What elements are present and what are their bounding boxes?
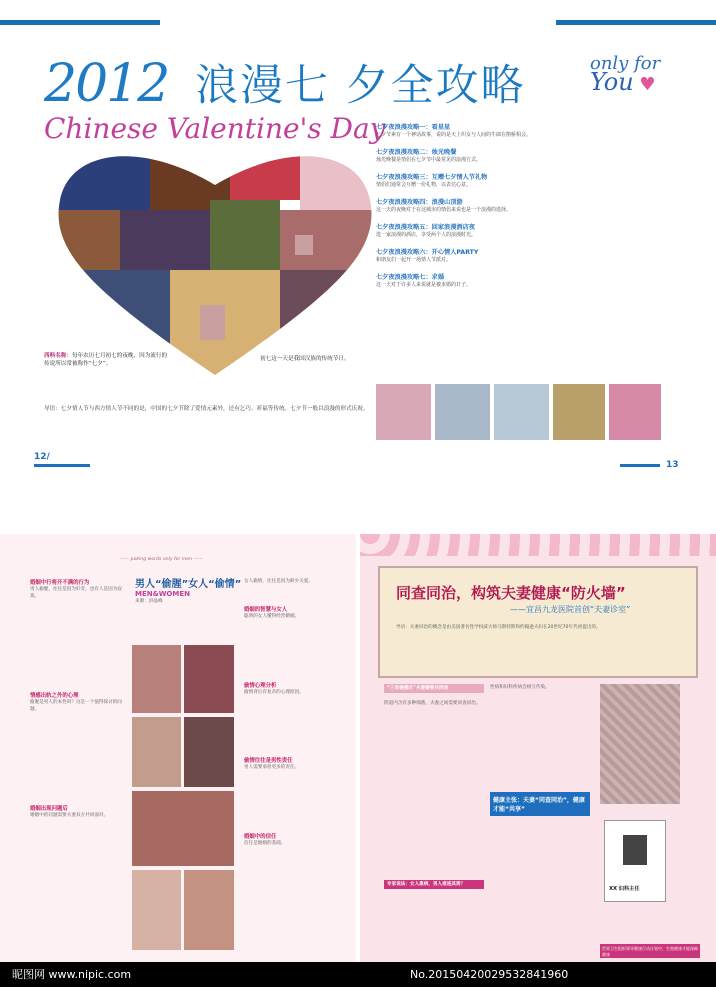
paragraph: 女人偷情，往往是因为缺少关爱。 bbox=[244, 579, 313, 584]
box1-text: 阴道内含有多种细菌，夫妻之间需要同查同治。 bbox=[384, 701, 481, 706]
heart-icon: ♥ bbox=[639, 74, 656, 95]
section-heading: 七夕夜浪漫攻略六：开心情人PARTY bbox=[376, 249, 479, 256]
section-4 bbox=[376, 197, 658, 214]
subhead: 婚姻出现问题后 bbox=[30, 805, 68, 812]
caption-right: 初七这一天是我国汉族的传统节日。 bbox=[260, 356, 350, 362]
subhead: 婚姻中行将开不满的行为 bbox=[30, 580, 90, 586]
box2-title: 健康主张：夫妻“同查同治”，健康才能“共享” bbox=[493, 797, 585, 813]
intro-text: 导语：夫妻同治的概念是由美国著名性学权威大师马斯特斯和约翰逊夫妇在20世纪70年代初提出的。 bbox=[396, 625, 601, 630]
doctor-label: XX 妇科主任 bbox=[609, 886, 640, 892]
paragraph: 男人需要承担更多的责任。 bbox=[244, 765, 300, 771]
photo-couple bbox=[184, 870, 234, 950]
section-text: 选一家浪漫的酒店，享受两个人的浪漫时光。 bbox=[376, 232, 477, 238]
photo-strip bbox=[376, 384, 661, 440]
article-title-en: MEN&WOMEN bbox=[135, 590, 190, 598]
photo-beach bbox=[494, 384, 549, 440]
page-number-right: 13 bbox=[666, 460, 679, 470]
page-rule-right bbox=[620, 464, 660, 467]
box1-title: “三角链感区”夫妻需要共同治 bbox=[387, 686, 449, 691]
only-for-logo bbox=[590, 55, 660, 94]
photo-lights bbox=[553, 384, 605, 440]
page-rule-left bbox=[34, 464, 90, 467]
top-bar-left bbox=[0, 20, 160, 25]
watermark-left: 昵图网 www.nipic.com bbox=[12, 968, 132, 981]
section-text: 这一天对于许多人来说就是被求婚的日子。 bbox=[376, 282, 472, 288]
section-heading: 七夕夜浪漫攻略五：回家浪漫酒店夜 bbox=[376, 224, 475, 231]
photo-couple bbox=[132, 791, 234, 866]
photo-column bbox=[132, 645, 234, 955]
photo-night-sky bbox=[50, 140, 150, 210]
photo-couple bbox=[132, 645, 181, 713]
photo-couple bbox=[184, 717, 234, 787]
section-text: 和朋友们一起开一场情人节派对。 bbox=[376, 257, 452, 263]
photo-couple-hug bbox=[50, 210, 120, 270]
section-heading: 七夕夜浪漫攻略七：求婚 bbox=[376, 274, 445, 281]
article-title: 男人“偷腥”女人“偷情” bbox=[135, 579, 242, 590]
footer-note: 世界卫生组织领导健康行动计划中，生殖健康才能保障健康 bbox=[602, 946, 698, 957]
photo-park bbox=[210, 200, 280, 270]
photo-couple bbox=[184, 645, 234, 713]
photo-party bbox=[609, 384, 661, 440]
section-heading: 七夕夜浪漫攻略三：互赠七夕情人节礼物 bbox=[376, 174, 488, 181]
middle-text: 性病和妇科疾病会相互传染。 bbox=[490, 685, 550, 690]
section-text: 情侣们通常会互赠一份礼物，以表达心意。 bbox=[376, 182, 472, 188]
photo-wine bbox=[120, 210, 210, 270]
section-1 bbox=[376, 122, 658, 139]
hero-subtitle: Chinese Valentine's Day bbox=[44, 112, 386, 145]
spread-gap bbox=[0, 478, 716, 534]
section-heading: 七夕夜浪漫攻略二：烛光晚餐 bbox=[376, 149, 457, 156]
caption-intro-label: 西料名称： bbox=[44, 353, 72, 359]
heart-photo-collage bbox=[50, 140, 380, 375]
section-2 bbox=[376, 147, 658, 164]
left-column bbox=[30, 578, 125, 819]
doctor-photo bbox=[604, 820, 666, 902]
photo-couple bbox=[132, 870, 181, 950]
hero-title: 浪漫七 夕全攻略 bbox=[195, 61, 526, 111]
section-6 bbox=[376, 247, 658, 264]
right-column bbox=[244, 578, 344, 847]
subhead: 情感出轨之外的心理 bbox=[30, 692, 79, 699]
title-board bbox=[378, 566, 698, 678]
photo-gifts bbox=[300, 140, 380, 210]
page-number-left: 12/ bbox=[34, 452, 50, 462]
page-subtitle: ——宜昌九龙医院首创“夫妻诊室” bbox=[510, 605, 631, 614]
photo-couple-bed bbox=[280, 270, 380, 380]
section-heading: 七夕夜浪漫攻略四：浪漫山顶游 bbox=[376, 199, 463, 206]
caption-body: 导语：七夕情人节与西方情人节不同的是，中国的七夕节除了爱情元素外，还有乞巧、祈福等传统。七夕节一般以浪漫的形式庆祝。 bbox=[44, 406, 369, 412]
box1-title-bar bbox=[384, 684, 484, 693]
section-text: 烛光晚餐是情侣在七夕节中最常见的浪漫方式。 bbox=[376, 157, 482, 163]
section-text: 这一天的夜晚对于在这城市的情侣来说也是一个浪漫的选择。 bbox=[376, 207, 512, 213]
box2 bbox=[490, 792, 590, 816]
caption-intro-text: 每年农历七月初七的夜晚，因为流行的传说所以常被称作“七夕”。 bbox=[44, 353, 168, 368]
section-5 bbox=[376, 222, 658, 239]
paragraph: 男人偷腥，往往是因为好奇，也有人是因为寂寞。 bbox=[30, 587, 122, 600]
watermark-right: No.20150420029532841960 bbox=[410, 968, 569, 981]
subhead: 婚姻中的信任 bbox=[244, 833, 277, 840]
photo-flowers bbox=[435, 384, 490, 440]
box3-title: 专家说法：女人患病，男人难逃其责？ bbox=[387, 882, 466, 887]
article-author: 来源：洪晶峰 bbox=[135, 599, 163, 604]
hero-year: 2012 bbox=[44, 54, 169, 114]
section-heading: 七夕夜浪漫攻略一：看星星 bbox=[376, 124, 451, 131]
scallop-border bbox=[360, 534, 716, 556]
paragraph: 婚姻中的问题需要夫妻双方共同面对。 bbox=[30, 812, 109, 818]
watermark-bar bbox=[0, 962, 716, 987]
section-3 bbox=[376, 172, 658, 189]
you-text: You bbox=[590, 68, 634, 96]
only-for-text: only for bbox=[590, 53, 661, 74]
photo-couple bbox=[132, 717, 181, 787]
blurred-face bbox=[295, 235, 313, 255]
caption-intro bbox=[44, 352, 169, 369]
photo-proposal bbox=[376, 384, 431, 440]
section-list bbox=[376, 122, 658, 289]
box3-title-bar bbox=[384, 880, 484, 889]
paragraph: 信任是婚姻的基础。 bbox=[244, 840, 286, 846]
top-bar-right bbox=[556, 20, 716, 25]
blurred-face bbox=[200, 305, 225, 340]
bottom-left-header: —— poking words only for men —— bbox=[120, 557, 203, 562]
subhead: 偷情往往是男性责任 bbox=[244, 758, 293, 765]
page-title: 同查同治，构筑夫妻健康“防火墙” bbox=[396, 584, 626, 602]
section-text: 七夕节素有一个神话故事，说的是天上织女与人间的牛郎在鹊桥相会。 bbox=[376, 132, 532, 138]
paragraph: 偷情背后有复杂的心理原因。 bbox=[244, 689, 304, 695]
couple-photo bbox=[600, 684, 680, 804]
heart-collage-svg bbox=[50, 140, 380, 380]
footer-note-bar bbox=[600, 944, 700, 958]
paragraph: 聪明的女人懂得经营婚姻。 bbox=[244, 614, 300, 620]
subhead: 偷情心理分析 bbox=[244, 682, 277, 689]
subhead: 婚姻的智慧与女人 bbox=[244, 607, 288, 614]
paragraph: 偷腥是男人的本性吗？这是一个值得探讨的问题。 bbox=[30, 699, 122, 713]
section-7 bbox=[376, 272, 658, 289]
doctor-portrait-placeholder bbox=[623, 835, 647, 865]
photo-roses bbox=[230, 140, 300, 200]
photo-candles bbox=[150, 140, 230, 210]
